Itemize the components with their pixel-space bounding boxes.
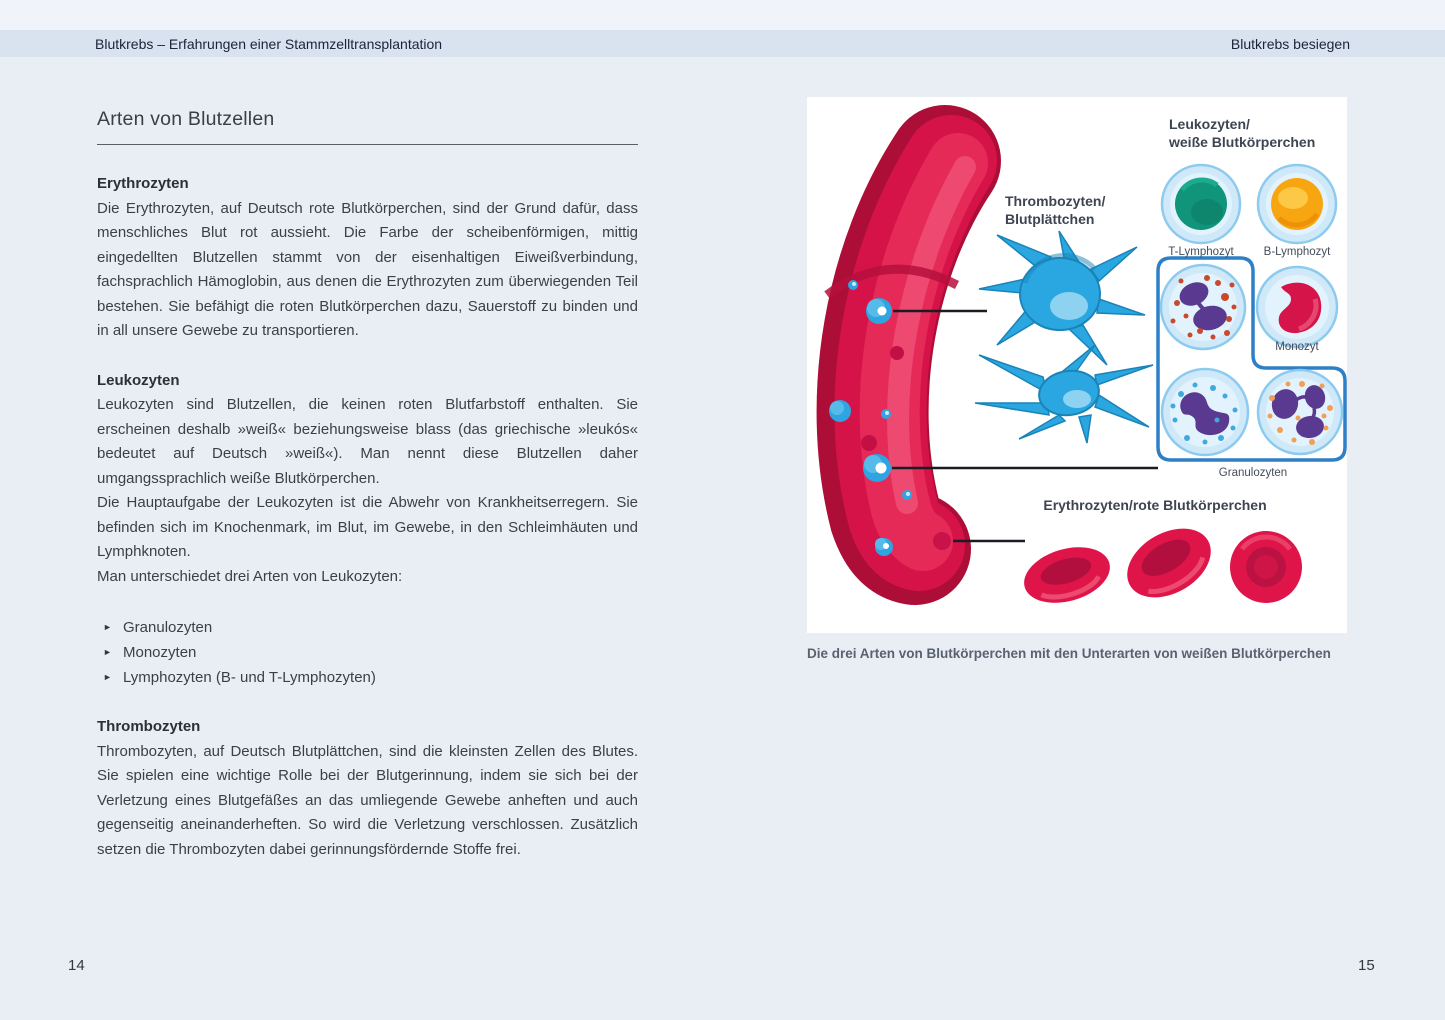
section-heading-leukozyten: Leukozyten bbox=[97, 371, 180, 389]
page-number-right: 15 bbox=[1358, 957, 1375, 974]
list-item bbox=[97, 665, 638, 690]
top-strip bbox=[0, 0, 1445, 30]
bullet-arrow-icon: ► bbox=[103, 647, 112, 657]
figure-illustration bbox=[807, 97, 1347, 633]
label-thrombozyten bbox=[1005, 192, 1105, 228]
label-thrombozyten-line1: Thrombozyten/ bbox=[1005, 193, 1106, 209]
blood-vessel-illustration bbox=[827, 161, 965, 556]
b-lymphocyte-cell bbox=[1258, 165, 1336, 243]
erythrocyte-2 bbox=[1115, 515, 1223, 612]
erythrocyte-3 bbox=[1230, 531, 1302, 603]
page-title: Arten von Blutzellen bbox=[97, 108, 638, 145]
leukocyte-type-list bbox=[97, 615, 638, 690]
label-leukozyten bbox=[1169, 115, 1315, 151]
label-leukozyten-line1: Leukozyten/ bbox=[1169, 116, 1250, 132]
paragraph-leukozyten-3: Man unterschiedet drei Arten von Leukozyten: bbox=[97, 567, 403, 585]
erythrocyte-1 bbox=[1018, 538, 1117, 612]
section-heading-erythrozyten: Erythrozyten bbox=[97, 175, 189, 192]
list-item-label: Monozyten bbox=[123, 644, 197, 661]
label-leukozyten-line2: weiße Blutkörperchen bbox=[1169, 134, 1316, 150]
paragraph-thrombozyten: Thrombozyten, auf Deutsch Blutplättchen, sind die kleinsten Zellen des Blutes. Sie spielen eine wichtige Rolle bei der Blutgerinnung, indem sie sich bei der Verletzung eines Blutgefäßes an das umliegende Gewebe anheften und auch gegenseitig aneinanderheften. So wird die Verletzung verschlossen. Zusätzlich setzen die Thrombozyten dabei gerinnungsfördernde Stoffe frei. bbox=[97, 742, 638, 858]
label-monozyt: Monozyt bbox=[1275, 341, 1319, 353]
eosinophil-granulocyte-cell bbox=[1161, 265, 1245, 349]
basophil-granulocyte-cell bbox=[1258, 370, 1342, 454]
paragraph-leukozyten-1: Leukozyten sind Blutzellen, die keinen roten Blutfarbstoff enthalten. Sie erscheinen deshalb »weiß« beziehungsweise blass (das griechische »leukós« bedeutet auf Deutsch »weiß«). Man nennt diese Blutzellen daher umgangssprachlich weiße Blutkörperchen. bbox=[97, 396, 638, 487]
thrombocyte-illustration-2 bbox=[975, 345, 1153, 443]
header-left-title: Blutkrebs – Erfahrungen einer Stammzelltransplantation bbox=[95, 35, 443, 52]
article-column bbox=[97, 108, 638, 862]
section-heading-thrombozyten: Thrombozyten bbox=[97, 718, 201, 735]
list-item bbox=[97, 615, 638, 640]
label-b-lymphozyt: B-Lymphozyt bbox=[1263, 246, 1331, 258]
label-erythrozyten: Erythrozyten/rote Blutkörperchen bbox=[1043, 497, 1267, 513]
list-item-label: Granulozyten bbox=[123, 619, 213, 636]
figure-artwork bbox=[807, 97, 1347, 633]
thrombocyte-illustration-1 bbox=[979, 231, 1145, 365]
label-t-lymphozyt: T-Lymphozyt bbox=[1168, 246, 1234, 258]
bullet-arrow-icon: ► bbox=[103, 672, 112, 682]
neutrophil-granulocyte-cell bbox=[1162, 369, 1248, 455]
label-granulozyten: Granulozyten bbox=[1218, 467, 1288, 479]
paragraph-erythrozyten: Die Erythrozyten, auf Deutsch rote Blutkörperchen, sind der Grund dafür, dass menschliches Blut rot aussieht. Die Farbe der scheibenförmigen, mittig eingedellten Blutzellen stammt von der eisenhaltigen Eiweißverbindung, fachsprachlich Hämoglobin, aus denen die Erythrozyten zum überwiegenden Teil bestehen. Sie befähigt die roten Blutkörperchen dazu, Sauerstoff zu binden und in all unsere Gewebe zu transportieren. bbox=[97, 199, 638, 339]
page-number-left: 14 bbox=[68, 957, 85, 974]
list-item bbox=[97, 640, 638, 665]
figure-blood-cells bbox=[807, 97, 1347, 661]
bullet-arrow-icon: ► bbox=[103, 622, 112, 632]
header-bar bbox=[0, 30, 1445, 57]
label-thrombozyten-line2: Blutplättchen bbox=[1005, 211, 1095, 227]
list-item-label: Lymphozyten (B- und T-Lymphozyten) bbox=[123, 669, 376, 686]
t-lymphocyte-cell bbox=[1162, 165, 1240, 243]
monocyte-cell bbox=[1257, 267, 1337, 347]
header-right-title: Blutkrebs besiegen bbox=[1230, 35, 1350, 52]
paragraph-leukozyten-2: Die Hauptaufgabe der Leukozyten ist die Abwehr von Krankheitserregern. Sie befinden sich im Knochenmark, im Blut, im Gewebe, in den Schleimhäuten und Lymphknoten. bbox=[97, 494, 638, 560]
figure-caption: Die drei Arten von Blutkörperchen mit den Unterarten von weißen Blutkörperchen bbox=[807, 646, 1331, 661]
